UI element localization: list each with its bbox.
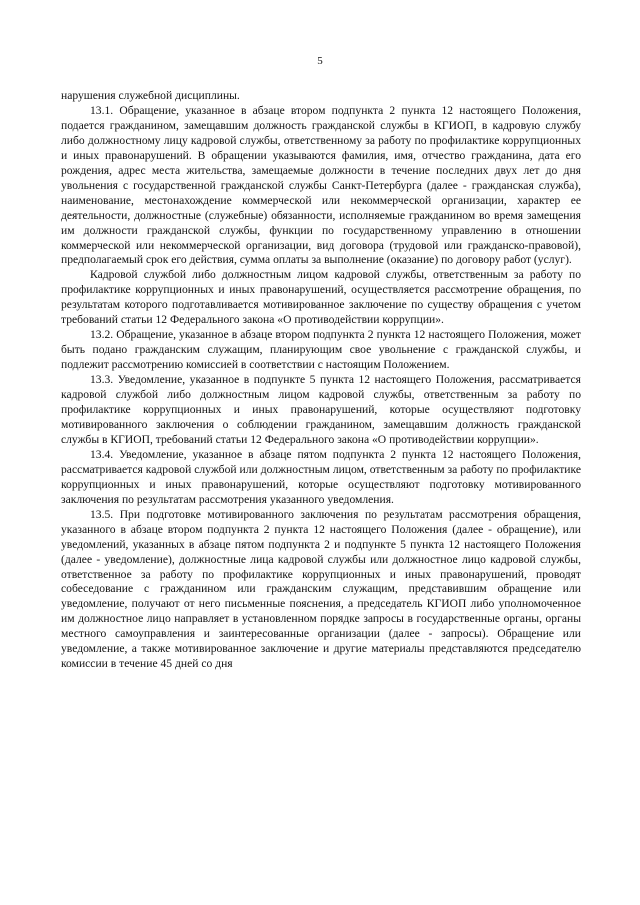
paragraph-13-1: 13.1. Обращение, указанное в абзаце втором подпункта 2 пункта 12 настоящего Положения, подается гражданином, замещавшим должность гражданской службы в КГИОП, в кадровую службу либо должностному лицу кадровой службы, ответственному за работу по профилактике коррупционных и иных правонарушений. В обращении указываются фамилия, имя, отчество гражданина, дата его рождения, адрес места жительства, замещаемые должности в течение последних двух лет до дня увольнения с государственной гражданской службы Санкт-Петербурга (далее - гражданская служба), наименование, местонахождение коммерческой или некоммерческой организации, характер ее деятельности, должностные (служебные) обязанности, исполняемые гражданином во время замещения им должности гражданской службы, функции по государственному управлению в отношении коммерческой или некоммерческой организации, вид договора (трудовой или гражданско-правовой), предполагаемый срок его действия, сумма оплаты за выполнение (оказание) по договору работ (услуг).	[61, 103, 581, 267]
paragraph-13-2: 13.2. Обращение, указанное в абзаце втором подпункта 2 пункта 12 настоящего Положения, может быть подано гражданским служащим, планирующим свое увольнение с гражданской службы, и подлежит рассмотрению комиссией в соответствии с настоящим Положением.	[61, 328, 581, 372]
paragraph-13-1-continuation: Кадровой службой либо должностным лицом кадровой службы, ответственным за работу по профилактике коррупционных и иных правонарушений, осуществляется рассмотрение обращения, по результатам которого подготавливается мотивированное заключение по существу обращения с учетом требований статьи 12 Федерального закона «О противодействии коррупции».	[61, 268, 581, 327]
page-number: 5	[317, 55, 323, 67]
document-body	[61, 89, 581, 672]
paragraph-continuation: нарушения служебной дисциплины.	[61, 89, 240, 102]
paragraph-13-3: 13.3. Уведомление, указанное в подпункте 5 пункта 12 настоящего Положения, рассматривается кадровой службой либо должностным лицом кадровой службы, ответственным за работу по профилактике коррупционных и иных правонарушений, которые осуществляют подготовку мотивированного заключения о соблюдении гражданином, замещавшим должность гражданской службы в КГИОП, требований статьи 12 Федерального закона «О противодействии коррупции».	[61, 373, 581, 446]
paragraph-13-5: 13.5. При подготовке мотивированного заключения по результатам рассмотрения обращения, указанного в абзаце втором подпункта 2 пункта 12 настоящего Положения (далее - обращение), или уведомлений, указанных в абзаце пятом подпункта 2 и подпункте 5 пункта 12 настоящего Положения (далее - уведомление), должностные лица кадровой службы или должностное лицо кадровой службы, ответственное за работу по профилактике коррупционных и иных правонарушений, проводят собеседование с гражданином или гражданским служащим, представившим обращение или уведомление, получают от него письменные пояснения, а председатель КГИОП либо уполномоченное им должностное лицо направляет в установленном порядке запросы в государственные органы, органы местного самоуправления и заинтересованные организации (далее - запросы). Обращение или уведомление, а также мотивированное заключение и другие материалы представляются председателю комиссии в течение 45 дней со дня	[61, 507, 581, 671]
paragraph-13-4: 13.4. Уведомление, указанное в абзаце пятом подпункта 2 пункта 12 настоящего Положения, рассматривается кадровой службой или должностным лицом, ответственным за работу по профилактике коррупционных и иных правонарушений, которые осуществляют подготовку мотивированного заключения по результатам рассмотрения указанного уведомления.	[61, 447, 581, 506]
